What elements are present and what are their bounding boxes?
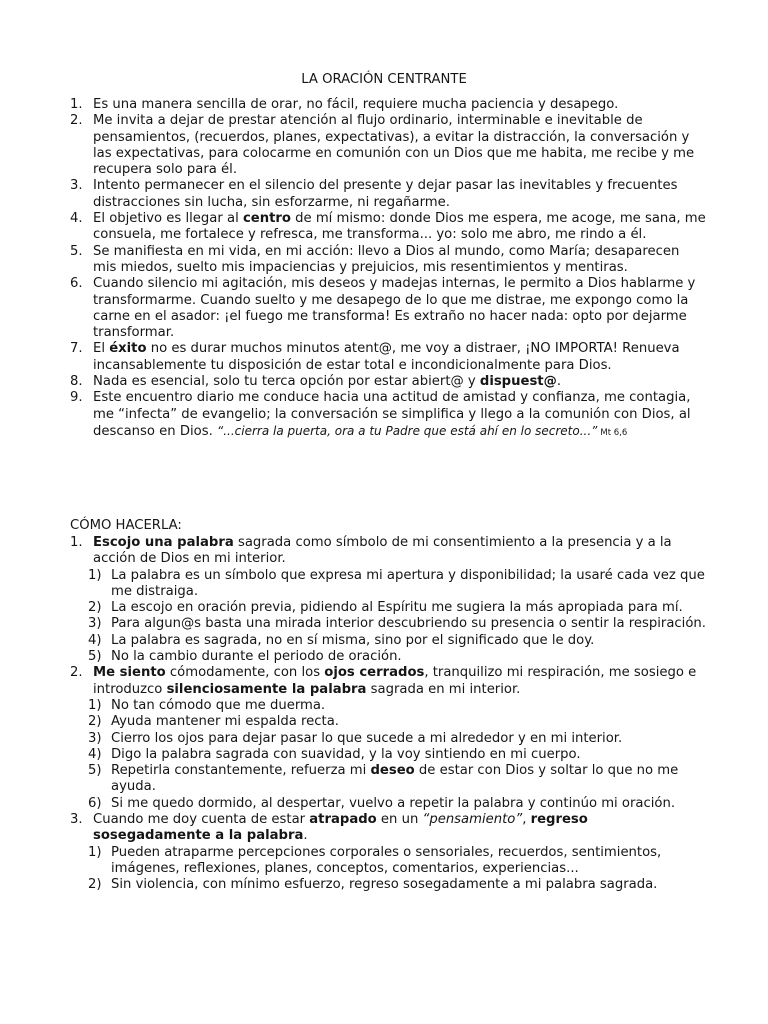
point-item bbox=[70, 244, 706, 277]
substep-number: 5) bbox=[88, 763, 102, 779]
substep-number: 2) bbox=[88, 714, 102, 730]
text-segment: , tranquilizo mi respiración, me sosiego e introduzco bbox=[93, 665, 697, 697]
point-number: 8. bbox=[70, 374, 83, 390]
point-item bbox=[70, 374, 706, 390]
text-segment: Pueden atraparme percepciones corporales o sensoriales, recuerdos, sentimientos, imágenes, reflexiones, planes, conceptos, comentarios, experiencias... bbox=[111, 844, 662, 876]
point-item bbox=[70, 341, 706, 374]
text-segment: Cierro los ojos para dejar pasar lo que sucede a mi alrededor y en mi interior. bbox=[111, 730, 623, 746]
step-text bbox=[93, 535, 672, 566]
bible-reference: Mt 6,6 bbox=[600, 427, 628, 438]
substep-text bbox=[111, 845, 661, 876]
points-list bbox=[70, 97, 706, 441]
substep-item bbox=[70, 714, 706, 730]
point-number: 7. bbox=[70, 341, 83, 357]
substep-item bbox=[70, 633, 706, 649]
bold-text: regreso sosegadamente a la palabra bbox=[93, 812, 588, 844]
point-item bbox=[70, 178, 706, 211]
step-item bbox=[70, 665, 706, 698]
substep-text bbox=[111, 731, 622, 746]
substep-number: 1) bbox=[88, 697, 102, 713]
text-segment: La escojo en oración previa, pidiendo al Espíritu me sugiera la más apropiada para mí. bbox=[111, 600, 683, 616]
step-number: 3. bbox=[70, 812, 83, 828]
substep-text bbox=[111, 747, 581, 762]
text-segment: El objetivo es llegar al bbox=[93, 211, 243, 227]
substep-item bbox=[70, 616, 706, 632]
text-segment: La palabra es sagrada, no en sí misma, sino por el significado que le doy. bbox=[111, 632, 595, 648]
point-text bbox=[93, 244, 679, 275]
substep-text bbox=[111, 616, 706, 631]
text-segment: No tan cómodo que me duerma. bbox=[111, 697, 326, 713]
substep-list bbox=[70, 568, 706, 666]
substep-number: 1) bbox=[88, 567, 102, 583]
text-segment: sagrada como símbolo de mi consentimiento a la presencia y a la acción de Dios en mi interior. bbox=[93, 535, 672, 567]
text-segment: Es una manera sencilla de orar, no fácil, requiere mucha paciencia y desapego. bbox=[93, 97, 619, 112]
substep-number: 4) bbox=[88, 746, 102, 762]
text-segment: cómodamente, con los bbox=[165, 665, 325, 681]
substep-item bbox=[70, 747, 706, 763]
substep-item bbox=[70, 600, 706, 616]
substep-item bbox=[70, 649, 706, 665]
point-text bbox=[93, 276, 695, 340]
substep-number: 6) bbox=[88, 795, 102, 811]
substep-item bbox=[70, 568, 706, 601]
text-segment: Ayuda mantener mi espalda recta. bbox=[111, 714, 339, 730]
text-segment: Cuando silencio mi agitación, mis deseos y madejas internas, le permito a Dios hablarme y transformarme. Cuando suelto y me desapego de lo que me distrae, me expongo como la carne en el asador: ¡el fuego me transforma! Es extraño no hacer nada: opto por dejarme transformar. bbox=[93, 276, 696, 341]
text-segment: de estar con Dios y soltar lo que no me ayuda. bbox=[111, 763, 679, 795]
substep-number: 2) bbox=[88, 877, 102, 893]
point-number: 1. bbox=[70, 97, 83, 112]
text-segment: Repetirla constantemente, refuerza mi bbox=[111, 763, 371, 779]
point-text bbox=[93, 374, 561, 389]
step-text bbox=[93, 812, 588, 843]
bold-text: silenciosamente la palabra bbox=[166, 681, 367, 697]
point-item bbox=[70, 276, 706, 341]
substep-text bbox=[111, 568, 705, 599]
document-title: LA ORACIÓN CENTRANTE bbox=[301, 72, 467, 87]
substep-item bbox=[70, 731, 706, 747]
text-segment: de mí mismo: donde Dios me espera, me acoge, me sana, me consuela, me fortalece y refresca, me transforma... yo: solo me abro, me rindo a él. bbox=[93, 211, 706, 243]
text-segment: . bbox=[303, 828, 308, 844]
point-number: 5. bbox=[70, 243, 83, 259]
quote-text: “...cierra la puerta, ora a tu Padre que está ahí en lo secreto...” bbox=[216, 423, 598, 438]
substep-number: 2) bbox=[88, 600, 102, 616]
text-segment: La palabra es un símbolo que expresa mi apertura y disponibilidad; la usaré cada vez que me distraiga. bbox=[111, 567, 705, 599]
text-segment: sagrada en mi interior. bbox=[366, 681, 521, 697]
text-segment: Se manifiesta en mi vida, en mi acción: llevo a Dios al mundo, como María; desaparecen mis miedos, suelto mis impaciencias y prejuicios, mis resentimientos y mentiras. bbox=[93, 243, 680, 275]
point-item bbox=[70, 390, 706, 441]
substep-number: 1) bbox=[88, 844, 102, 860]
point-text bbox=[93, 97, 618, 112]
point-item bbox=[70, 113, 706, 178]
substep-number: 3) bbox=[88, 730, 102, 746]
substep-number: 5) bbox=[88, 649, 102, 665]
point-item bbox=[70, 211, 706, 244]
substep-text bbox=[111, 698, 325, 713]
text-segment: Cuando me doy cuenta de estar bbox=[93, 812, 310, 828]
substep-item bbox=[70, 877, 706, 893]
text-segment: Nada es esencial, solo tu terca opción por estar abiert@ y bbox=[93, 374, 480, 390]
substep-item bbox=[70, 763, 706, 796]
substep-item bbox=[70, 698, 706, 714]
bold-text: ojos cerrados bbox=[324, 665, 425, 681]
point-text bbox=[93, 178, 677, 209]
substep-number: 3) bbox=[88, 616, 102, 632]
point-text bbox=[93, 113, 694, 177]
step-item bbox=[70, 812, 706, 845]
substep-text bbox=[111, 763, 678, 794]
text-segment: no es durar muchos minutos atent@, me voy a distraer, ¡NO IMPORTA! Renueva incansablemente tu disposición de estar total e incondicionalmente para Dios. bbox=[93, 341, 680, 373]
bold-text: Me siento bbox=[93, 665, 166, 681]
text-segment: Para algun@s basta una mirada interior descubriendo su presencia o sentir la respiración. bbox=[111, 616, 706, 632]
substep-list bbox=[70, 845, 706, 894]
text-segment: Sin violencia, con mínimo esfuerzo, regreso sosegadamente a mi palabra sagrada. bbox=[111, 877, 658, 893]
italic-text: “pensamiento” bbox=[422, 812, 523, 828]
substep-text bbox=[111, 633, 594, 648]
substep-text bbox=[111, 600, 683, 615]
step-number: 1. bbox=[70, 535, 83, 550]
point-text bbox=[93, 390, 691, 439]
step-item bbox=[70, 535, 706, 568]
text-segment: No la cambio durante el periodo de oración. bbox=[111, 649, 402, 665]
text-segment: Si me quedo dormido, al despertar, vuelvo a repetir la palabra y continúo mi oración. bbox=[111, 795, 676, 811]
text-segment: Intento permanecer en el silencio del presente y dejar pasar las inevitables y frecuentes distracciones sin lucha, sin esforzarme, ni regañarme. bbox=[93, 178, 678, 210]
bold-text: atrapado bbox=[309, 812, 377, 828]
point-number: 2. bbox=[70, 113, 83, 129]
text-segment: . bbox=[556, 374, 562, 390]
text-segment: El bbox=[93, 341, 110, 357]
point-number: 9. bbox=[70, 390, 83, 406]
substep-text bbox=[111, 877, 657, 892]
point-text bbox=[93, 211, 706, 242]
steps-list bbox=[70, 535, 706, 894]
substep-number: 4) bbox=[88, 632, 102, 648]
bold-text: deseo bbox=[370, 763, 415, 779]
bold-text: éxito bbox=[109, 341, 147, 357]
substep-item bbox=[70, 845, 706, 878]
point-number: 3. bbox=[70, 178, 83, 194]
point-text bbox=[93, 341, 680, 372]
substep-list bbox=[70, 698, 706, 812]
point-number: 4. bbox=[70, 211, 83, 227]
bold-text: Escojo una palabra bbox=[93, 535, 234, 550]
text-segment: Este encuentro diario me conduce hacia una actitud de amistad y confianza, me contagia, me “infecta” de evangelio; la conversación se simplifica y llego a la comunión con Dios, al descanso en Dios. bbox=[93, 390, 691, 439]
substep-item bbox=[70, 796, 706, 812]
substep-text bbox=[111, 796, 675, 811]
text-segment: en un bbox=[376, 812, 423, 828]
section-heading: CÓMO HACERLA: bbox=[70, 518, 182, 533]
substep-text bbox=[111, 714, 339, 729]
step-text bbox=[93, 665, 696, 696]
substep-text bbox=[111, 649, 402, 664]
text-segment: Me invita a dejar de prestar atención al flujo ordinario, interminable e inevitable de pensamientos, (recuerdos, planes, expectativas), a evitar la distracción, la conversación y las expectativas, para colocarme en comunión con un Dios que me habita, me recibe y me recupera solo para él. bbox=[93, 113, 695, 178]
text-segment: Digo la palabra sagrada con suavidad, y la voy sintiendo en mi cuerpo. bbox=[111, 746, 581, 762]
point-number: 6. bbox=[70, 276, 83, 292]
step-number: 2. bbox=[70, 665, 83, 681]
text-segment: , bbox=[522, 812, 531, 828]
bold-text: centro bbox=[242, 211, 291, 227]
bold-text: dispuest@ bbox=[479, 374, 557, 390]
point-item bbox=[70, 97, 706, 113]
